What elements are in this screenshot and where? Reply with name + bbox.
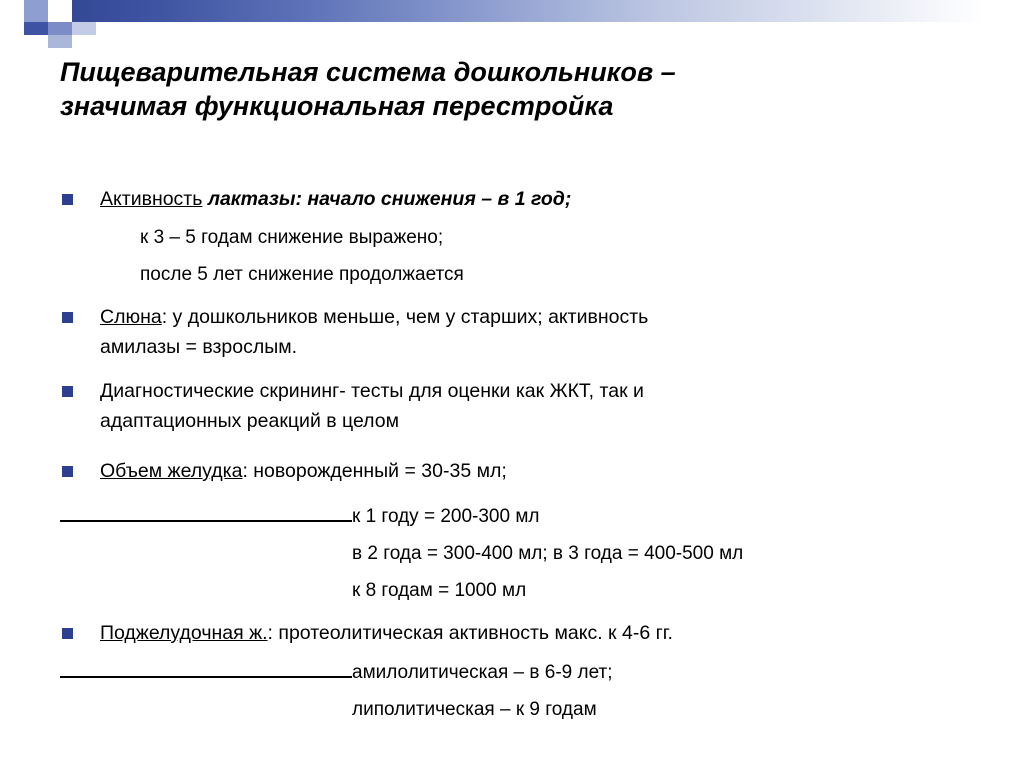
blank-underscore-line [60, 501, 352, 522]
mosaic-tile [24, 0, 48, 22]
bullet-item-laktaza [0, 185, 1024, 215]
laktaza-lead-underlined: Активность [100, 188, 203, 210]
mosaic-tile [24, 35, 48, 48]
mosaic-tile [0, 0, 24, 22]
bullet-square-icon [62, 466, 73, 477]
mosaic-tile [72, 35, 96, 48]
slyuna-rest: : у дошкольников меньше, чем у старших; активность [161, 306, 649, 328]
screening-line-2: адаптационных реакций в целом [100, 410, 400, 432]
bullet-item-laktaza-text [100, 188, 571, 210]
podzheludochnaya-blank-text: амилолитическая – в 6-9 лет; [352, 662, 613, 683]
podzheludochnaya-lead-underlined: Поджелудочная ж. [100, 622, 268, 644]
bullet-item-zheludok [0, 457, 1024, 487]
bullet-square-icon [62, 312, 73, 323]
bullet-item-screening-line-2 [0, 407, 1024, 437]
podzheludochnaya-rest: : протеолитическая активность макс. к 4-6 гг. [267, 622, 673, 644]
bullet-item-podzheludochnaya-text [100, 622, 673, 644]
bullet-square-icon [62, 386, 73, 397]
slide-title-line-2: значимая функциональная перестройка [60, 91, 614, 121]
zheludok-lead-underlined: Объем желудка [100, 460, 243, 482]
mosaic-tile [72, 22, 96, 35]
mosaic-tile [0, 22, 24, 35]
mosaic-tile [0, 35, 24, 48]
mosaic-tile [48, 35, 72, 48]
zheludok-blank-row [0, 501, 1024, 531]
zheludok-blank-text: к 1 году = 200-300 мл [352, 506, 540, 527]
slyuna-line-2: амилазы = взрослым. [100, 336, 298, 358]
mosaic-tile [48, 22, 72, 35]
bullet-item-slyuna-text [100, 306, 648, 328]
bullet-item-screening [0, 377, 1024, 407]
slide-body [0, 185, 1024, 724]
zheludok-sub-2: к 8 годам = 1000 мл [352, 580, 527, 601]
bullet-item-slyuna [0, 303, 1024, 333]
bullet-square-icon [62, 628, 73, 639]
slide-title-line-1: Пищеварительная система дошкольников – [60, 57, 676, 87]
decorative-header-band [0, 0, 1024, 48]
laktaza-lead-emphasis: лактазы: начало снижения – в 1 год; [202, 188, 572, 210]
podzheludochnaya-blank-row [0, 657, 1024, 687]
slide-title [60, 55, 960, 123]
bullet-square-icon [62, 194, 73, 205]
bullet-item-podzheludochnaya [0, 619, 1024, 649]
bullet-item-zheludok-text [100, 460, 507, 482]
slyuna-lead-underlined: Слюна [100, 306, 162, 328]
screening-line-1: Диагностические скрининг- тесты для оценки как ЖКТ, так и [100, 380, 644, 402]
podzheludochnaya-sub-1: липолитическая – к 9 годам [352, 699, 597, 720]
zheludok-sub-1: в 2 года = 300-400 мл; в 3 года = 400-500 мл [352, 543, 744, 564]
bullet-item-slyuna-line-2 [0, 333, 1024, 363]
zheludok-rest: : новорожденный = 30-35 мл; [242, 460, 507, 482]
blank-underscore-line [60, 657, 352, 678]
laktaza-sub-1: к 3 – 5 годам снижение выражено; [140, 227, 444, 248]
laktaza-sub-2: после 5 лет снижение продолжается [140, 264, 464, 285]
mosaic-tile [48, 0, 72, 22]
mosaic-tile [24, 22, 48, 35]
header-gradient-bar [0, 0, 1024, 22]
